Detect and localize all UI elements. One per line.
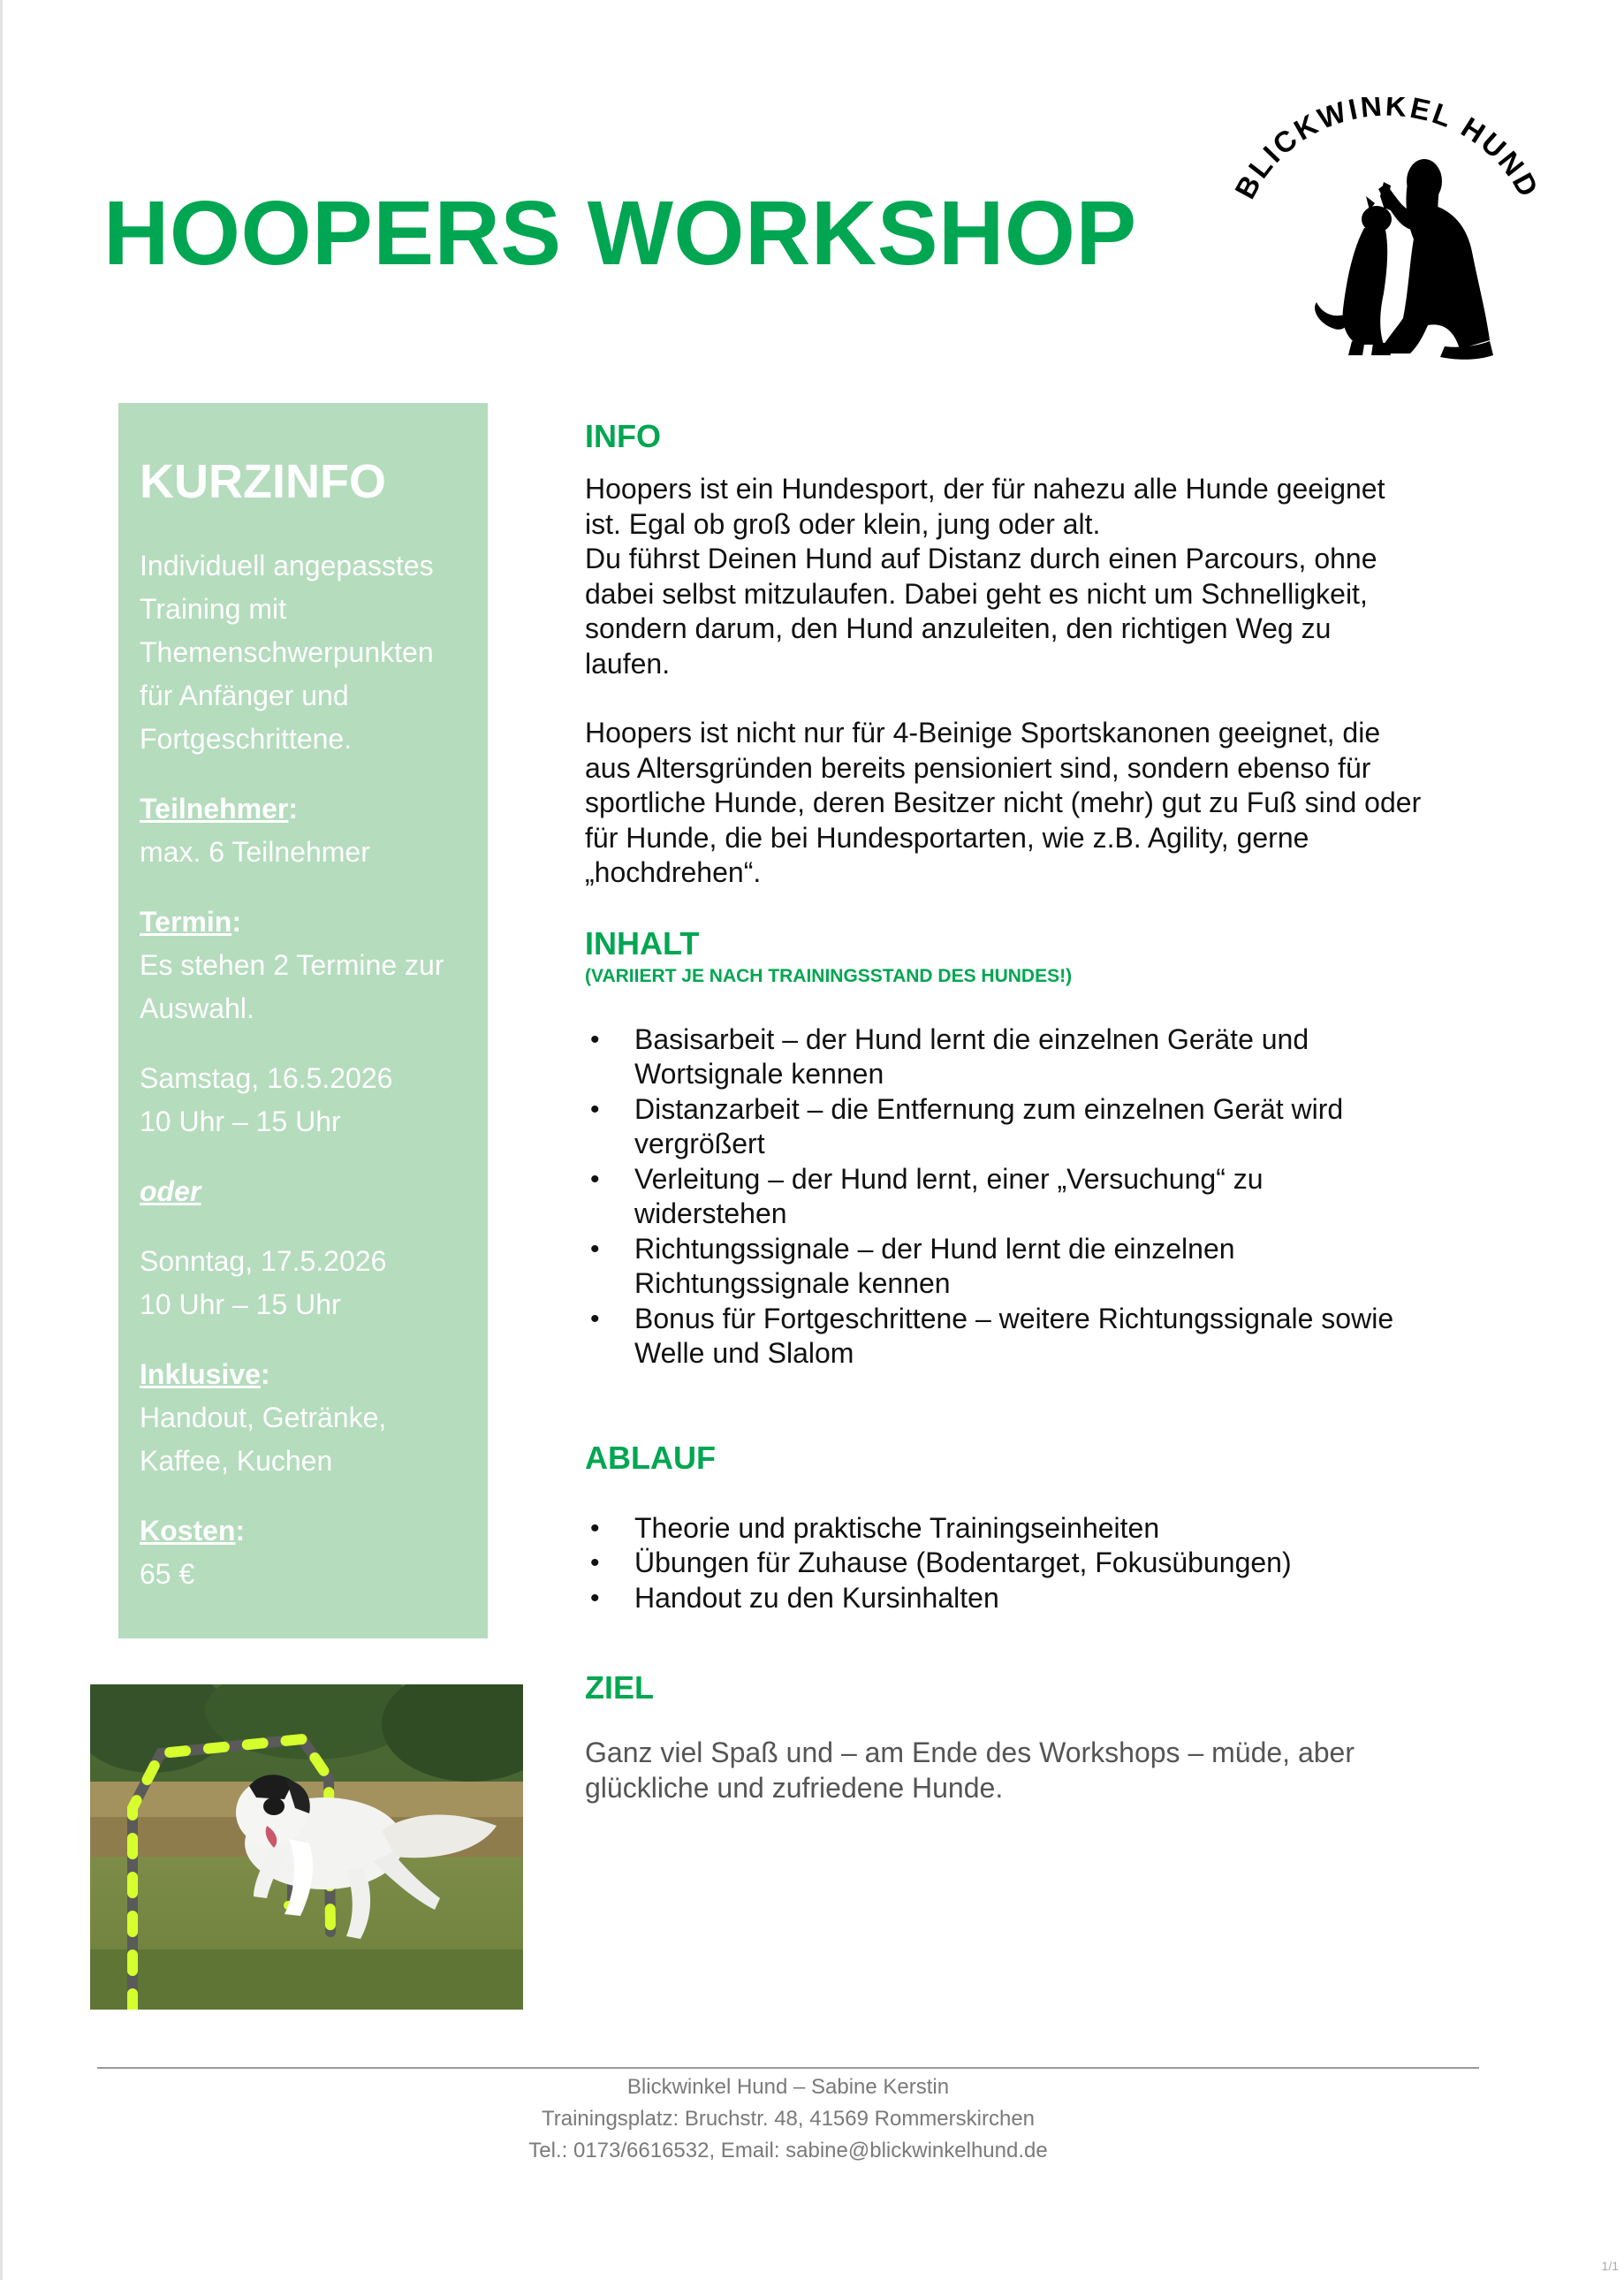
kosten-block	[140, 1509, 488, 1596]
teilnehmer-block	[140, 787, 488, 874]
termin-time-1: 10 Uhr – 15 Uhr	[140, 1106, 341, 1137]
kurzinfo-intro	[140, 544, 488, 761]
info-line: aus Altersgründen bereits pensioniert sind, sondern ebenso für	[585, 751, 1371, 784]
kosten-value: 65 €	[140, 1558, 195, 1590]
logo-text: BLICKWINKEL HUND	[1228, 97, 1546, 204]
info-line: Du führst Deinen Hund auf Distanz durch einen Parcours, ohne	[585, 543, 1377, 574]
bullet-icon: •	[590, 1303, 600, 1334]
info-line: laufen.	[585, 647, 671, 680]
kurzinfo-intro-line: Individuell angepasstes	[140, 550, 434, 581]
bullet-icon: •	[590, 1548, 600, 1577]
kurzinfo-intro-line: Training mit	[140, 593, 286, 625]
ablauf-list	[585, 1511, 1504, 1616]
info-line: für Hunde, die bei Hundesportarten, wie z.B. Agility, gerne	[585, 821, 1309, 854]
termin-block	[140, 901, 488, 1326]
brand-logo	[1228, 97, 1546, 380]
info-line: Hoopers ist nicht nur für 4-Beinige Sportskanonen geeignet, die	[585, 717, 1381, 749]
termin-date-1: Samstag, 16.5.2026	[140, 1062, 393, 1094]
list-item: • Basisarbeit – der Hund lernt die einzelnen Geräte und Wortsignale kennen	[590, 1022, 1309, 1090]
termin-label: Termin	[140, 906, 232, 938]
label-colon: :	[231, 906, 241, 938]
label-colon: :	[235, 1515, 246, 1547]
teilnehmer-label: Teilnehmer	[140, 793, 289, 825]
ziel-line: glückliche und zufriedene Hunde.	[585, 1771, 1004, 1804]
bullet-icon: •	[590, 1024, 600, 1054]
bullet-icon: •	[590, 1164, 600, 1194]
kurzinfo-heading: KURZINFO	[140, 455, 386, 508]
kurzinfo-intro-line: Fortgeschrittene.	[140, 723, 353, 755]
info-line: „hochdrehen“.	[585, 856, 762, 888]
inklusive-label: Inklusive	[140, 1358, 261, 1390]
termin-intro-line: Auswahl.	[140, 992, 254, 1024]
termin-intro-line: Es stehen 2 Termine zur	[140, 949, 444, 981]
info-line: Hoopers ist ein Hundesport, der für nahezu alle Hunde geeignet	[585, 473, 1385, 505]
info-line: ist. Egal ob groß oder klein, jung oder alt.	[585, 507, 1101, 540]
footer-line-1: Blickwinkel Hund – Sabine Kerstin	[626, 2075, 950, 2099]
info-heading: INFO	[585, 418, 661, 454]
inhalt-subheading: (VARIIERT JE NACH TRAININGSSTAND DES HUNDES!)	[585, 965, 1073, 986]
termin-date-2: Sonntag, 17.5.2026	[140, 1245, 387, 1277]
bullet-icon: •	[590, 1094, 600, 1124]
dog-hoop-photo	[90, 1684, 523, 2010]
info-line: dabei selbst mitzulaufen. Dabei geht es nicht um Schnelligkeit,	[585, 577, 1368, 610]
list-item: • Bonus für Fortgeschrittene – weitere Richtungssignale sowie Welle und Slalom	[590, 1302, 1394, 1369]
list-item: • Handout zu den Kursinhalten	[585, 1581, 1504, 1616]
page-number: 1/1	[1601, 2259, 1619, 2273]
label-colon: :	[288, 793, 298, 825]
footer-divider	[97, 2067, 1479, 2069]
kosten-label: Kosten	[140, 1515, 236, 1547]
info-line: sportliche Hunde, deren Besitzer nicht (mehr) gut zu Fuß sind oder	[585, 787, 1422, 818]
info-paragraph-2	[585, 716, 1504, 891]
list-item: • Theorie und praktische Trainingseinheiten	[585, 1511, 1504, 1547]
page-edge	[0, 0, 3, 2280]
inhalt-heading: INHALT	[585, 924, 700, 961]
termin-oder: oder	[140, 1175, 201, 1207]
page-title: HOOPERS WORKSHOP	[103, 182, 1137, 284]
inklusive-line: Kaffee, Kuchen	[140, 1445, 333, 1477]
bullet-icon: •	[590, 1513, 600, 1543]
list-item: • Übungen für Zuhause (Bodentarget, Fokusübungen)	[585, 1546, 1504, 1581]
termin-time-2: 10 Uhr – 15 Uhr	[140, 1288, 341, 1320]
label-colon: :	[260, 1358, 270, 1390]
ziel-line: Ganz viel Spaß und – am Ende des Workshops – müde, aber	[585, 1737, 1355, 1768]
info-paragraph-1	[585, 472, 1504, 681]
ziel-paragraph	[585, 1736, 1504, 1805]
inklusive-block	[140, 1353, 488, 1483]
teilnehmer-value: max. 6 Teilnehmer	[140, 836, 370, 868]
ziel-heading: ZIEL	[585, 1669, 654, 1706]
list-item: • Richtungssignale – der Hund lernt die einzelnen Richtungssignale kennen	[590, 1232, 1235, 1299]
main-content	[585, 418, 1504, 1805]
kurzinfo-box	[118, 403, 488, 1638]
woman-dog-silhouette-icon	[1315, 159, 1493, 360]
inhalt-list	[585, 1022, 1504, 1372]
info-line: sondern darum, den Hund anzuleiten, den richtigen Weg zu	[585, 612, 1332, 644]
kurzinfo-intro-line: Themenschwerpunkten	[140, 636, 434, 668]
bullet-icon: •	[590, 1583, 600, 1613]
ablauf-heading: ABLAUF	[585, 1439, 716, 1476]
bullet-icon: •	[590, 1234, 600, 1264]
kurzinfo-intro-line: für Anfänger und	[140, 680, 349, 711]
inklusive-line: Handout, Getränke,	[140, 1402, 387, 1433]
footer-line-3: Tel.: 0173/6616532, Email: sabine@blickwinkelhund.de	[528, 2139, 1048, 2162]
list-item: • Distanzarbeit – die Entfernung zum einzelnen Gerät wird vergrößert	[590, 1092, 1344, 1159]
footer-line-2: Trainingsplatz: Bruchstr. 48, 41569 Rommerskirchen	[541, 2107, 1036, 2131]
list-item: • Verleitung – der Hund lernt, einer „Versuchung“ zu widerstehen	[590, 1162, 1264, 1229]
footer	[97, 2071, 1479, 2167]
